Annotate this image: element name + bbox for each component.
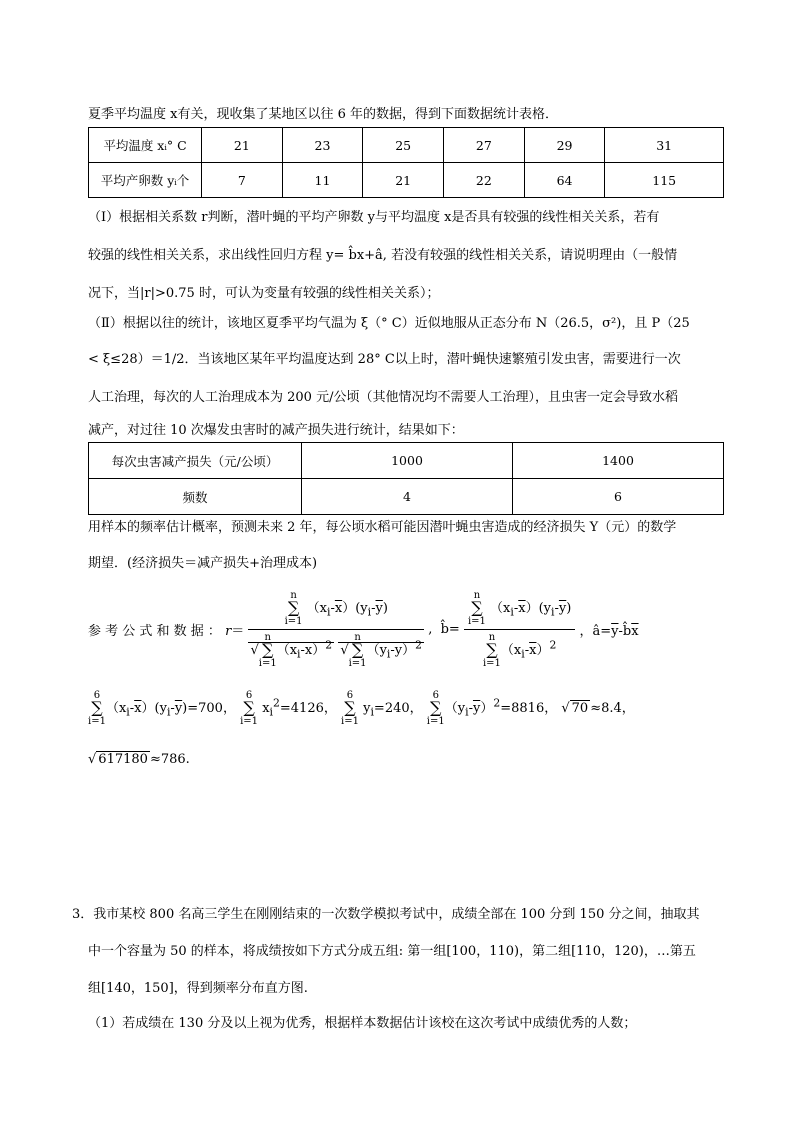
part2-line: 减产，对过往 10 次爆发虫害时的减产损失进行统计，结果如下： [88,423,464,438]
table-row [89,479,724,515]
table-row [89,163,724,198]
table-cell: 115 [605,163,724,198]
row-label: 频数 [89,479,302,515]
data-value: ≈8.4， [590,701,635,716]
slope-formula: n ∑ i=1 $(x_i-\overline{x})(y_i-\overline{y})$ n ∑ $i=1(x_i-\overline{x})^2$ [464,590,575,669]
formula-label: 参 考 公 式 和 数 据 ： [88,624,221,639]
row-label: 平均温度 xᵢ° C [89,128,202,163]
data-value: =8816， [500,701,558,716]
table-cell: 6 [513,479,724,515]
part2-line: 人工治理，每次的人工治理成本为 200 元/公顷（其他情况均不需要人工治理），且虫害一定会导致水稻 [88,390,678,405]
table-cell: 4 [302,479,513,515]
reference-data: 6 ∑ $i=1(x_i-\overline{x})(y_i-\overline{y})=700$， 6 ∑ i=1 $x_i^2=4126$， 6 ∑ i=1 $y_i=240$， 6 ∑ $i=1(y_i-\overline{y})^2=8816$， √ 70 ≈8.4， [88,690,635,727]
question3-line: 中一个容量为 50 的样本，将成绩按如下方式分成五组: 第一组[100，110)，第二组[110，120)，…第五 [88,944,696,959]
sqrt-value: 617180 [98,752,148,767]
question3-line: 3．我市某校 800 名高三学生在刚刚结束的一次数学模拟考试中，成绩全部在 100 分到 150 分之间，抽取其 [72,907,700,922]
reference-formulas: 参 考 公 式 和 数 据 ： r＝ n ∑ i=1 $(x_i-\overline{x})(y_i-\overline{y})$ √n ∑ $i=1(x_i-\overline{x})^2$ √n ∑ $i=1(y_i-\overline{y})^2$ , b̂= n ∑ i=1 $(x_i-\overline{x})(y_i-\overline{y})$ n ∑ $i=1(x_i-\overline{x})^2$ ，$â=\overline{y}-b̂\overline{x}$ [88,590,639,669]
temperature-egg-table [88,127,724,198]
table-cell: 27 [444,128,525,163]
part1-line: 况下，当|r|>0.75 时，可认为变量有较强的线性相关关系）； [88,286,440,301]
data-value: =240， [373,701,423,716]
table-row [89,128,724,163]
table-cell: 31 [605,128,724,163]
part2-tail-line: 期望．(经济损失＝减产损失+治理成本) [88,556,318,571]
row-label: 平均产卵数 yᵢ个 [89,163,202,198]
sqrt-data: √ 617180 ≈786. [88,752,190,767]
part2-line: < ξ≤28）＝1/2．当该地区某年平均温度达到 28° C以上时，潜叶蝇快速繁殖引发虫害，需要进行一次 [88,352,681,367]
question3-line: （1）若成绩在 130 分及以上视为优秀，根据样本数据估计该校在这次考试中成绩优秀的人数； [88,1016,637,1031]
correlation-formula: n ∑ i=1 $(x_i-\overline{x})(y_i-\overline{y})$ √n ∑ $i=1(x_i-\overline{x})^2$ √n ∑ $i=1(y_i-\overline{y})^2$ [250,590,423,669]
part2-line: （Ⅱ）根据以往的统计，该地区夏季平均气温为 ξ（° C）近似地服从正态分布 N（26.5，σ²)，且 P（25 [88,316,690,331]
question3-line: 组[140，150]，得到频率分布直方图. [88,981,308,996]
table-cell: 22 [444,163,525,198]
table-cell: 7 [202,163,283,198]
table-cell: 21 [202,128,283,163]
part1-line: 较强的线性相关关系，求出线性回归方程 y= b̂x+â, 若没有较强的线性相关关系，请说明理由（一般情 [88,248,678,263]
table-header: 1000 [302,443,513,479]
part2-tail-line: 用样本的频率估计概率，预测未来 2 年，每公顷水稻可能因潜叶蝇虫害造成的经济损失 Y（元）的数学 [88,520,677,535]
loss-frequency-table [88,442,724,515]
data-value: =700， [187,701,236,716]
sqrt-result: ≈786. [149,752,190,767]
part1-line: （Ⅰ）根据相关系数 r判断，潜叶蝇的平均产卵数 y与平均温度 x是否具有较强的线性相关关系，若有 [88,210,660,225]
table-cell: 11 [282,163,363,198]
table-header: 1400 [513,443,724,479]
table-row [89,443,724,479]
data-value: =4126， [279,701,337,716]
table-cell: 64 [524,163,605,198]
table-header: 每次虫害减产损失（元/公顷） [89,443,302,479]
table-cell: 21 [363,163,444,198]
table-cell: 23 [282,128,363,163]
intro-text: 夏季平均温度 x有关，现收集了某地区以往 6 年的数据，得到下面数据统计表格． [88,107,559,122]
table-cell: 25 [363,128,444,163]
table-cell: 29 [524,128,605,163]
